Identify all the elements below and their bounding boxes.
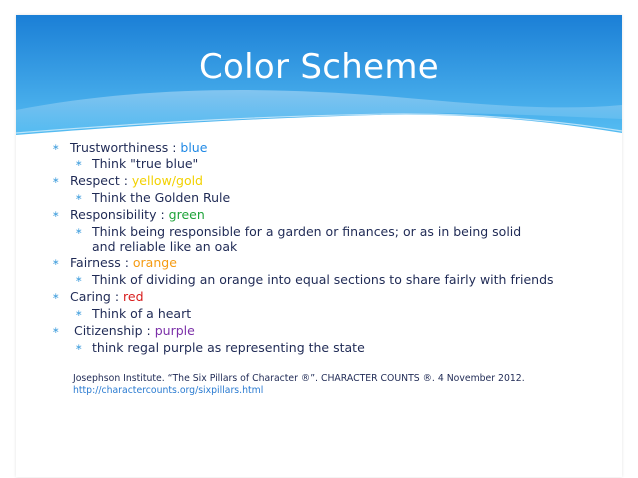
- sub-item: Think "true blue": [92, 156, 199, 171]
- sub-item: Think being responsible for a garden or finances; or as in being solid and reliable like an oak: [92, 224, 522, 254]
- list-item-trustworthiness: [70, 140, 207, 155]
- list-item-fairness: [70, 255, 177, 270]
- bullet-icon: ∗: [75, 193, 83, 203]
- list-item-respect: [70, 173, 203, 188]
- bullet-icon: ∗: [52, 210, 60, 220]
- bullet-icon: ∗: [75, 227, 83, 237]
- item-color-word: green: [168, 207, 205, 222]
- item-label: Citizenship :: [70, 323, 155, 338]
- bullet-icon: ∗: [52, 143, 60, 153]
- sub-item: Think of dividing an orange into equal sections to share fairly with friends: [92, 272, 554, 287]
- item-label: Trustworthiness :: [70, 140, 181, 155]
- item-color-word: red: [123, 289, 144, 304]
- list-item-citizenship: [70, 323, 195, 338]
- item-color-word: orange: [132, 255, 177, 270]
- citation: [73, 373, 525, 397]
- citation-text: Josephson Institute. “The Six Pillars of Character ®”. CHARACTER COUNTS ®. 4 November 2012.: [73, 373, 525, 384]
- bullet-icon: ∗: [75, 275, 83, 285]
- title-header-banner: [16, 15, 622, 155]
- bullet-icon: ∗: [52, 258, 60, 268]
- sub-item: think regal purple as representing the state: [92, 340, 365, 355]
- citation-link[interactable]: http://charactercounts.org/sixpillars.html: [73, 385, 264, 396]
- list-item-caring: [70, 289, 144, 304]
- item-color-word: blue: [180, 140, 208, 155]
- bullet-icon: ∗: [75, 159, 83, 169]
- item-label: Caring :: [70, 289, 124, 304]
- item-label: Respect :: [70, 173, 132, 188]
- bullet-icon: ∗: [75, 309, 83, 319]
- sub-item: Think the Golden Rule: [92, 190, 231, 205]
- item-label: Responsibility :: [70, 207, 169, 222]
- slide-title: Color Scheme: [199, 47, 439, 87]
- item-color-word: yellow/gold: [131, 173, 203, 188]
- sub-item: Think of a heart: [92, 306, 192, 321]
- bullet-icon: ∗: [52, 326, 60, 336]
- bullet-icon: ∗: [52, 292, 60, 302]
- item-label: Fairness :: [70, 255, 133, 270]
- list-item-responsibility: [70, 207, 205, 222]
- bullet-icon: ∗: [52, 176, 60, 186]
- bullet-icon: ∗: [75, 343, 83, 353]
- item-color-word: purple: [154, 323, 195, 338]
